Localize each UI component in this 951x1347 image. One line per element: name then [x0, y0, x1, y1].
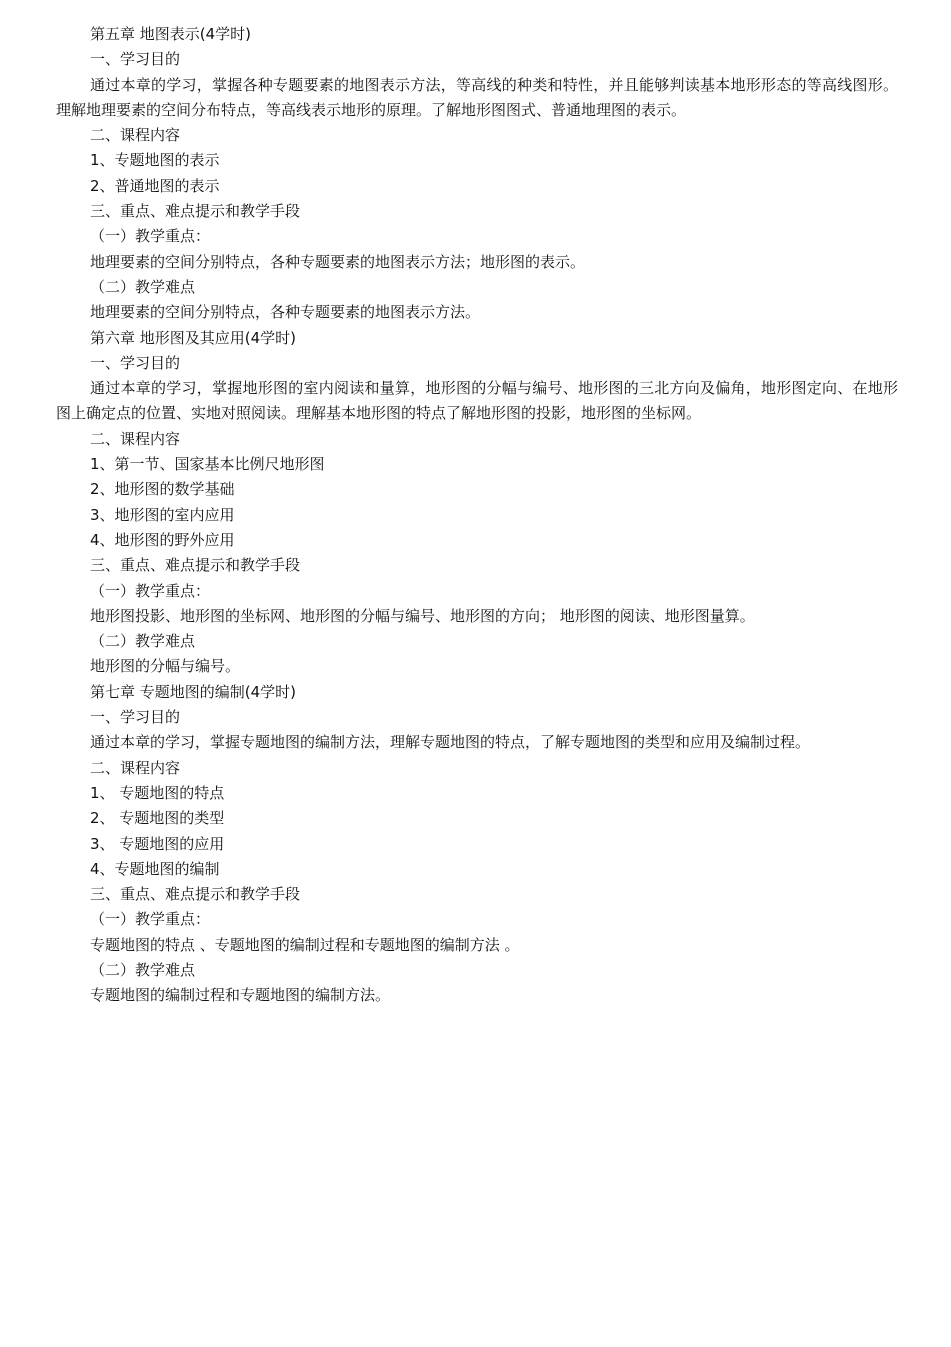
document-body	[56, 22, 898, 1009]
list-item: 4、地形图的野外应用	[90, 530, 235, 549]
subsection-heading: （一）教学重点：	[90, 227, 211, 246]
paragraph: 专题地图的特点 、专题地图的编制过程和专题地图的编制方法 。	[90, 935, 520, 954]
list-item: 1、专题地图的表示	[90, 151, 220, 170]
paragraph: 通过本章的学习，掌握专题地图的编制方法，理解专题地图的特点，了解专题地图的类型和应用及编制过程。	[90, 733, 811, 752]
section-heading: 二、课程内容	[90, 429, 181, 448]
chapter-title: 第六章 地形图及其应用(4学时)	[90, 328, 297, 347]
subsection-heading: （一）教学重点：	[90, 910, 211, 929]
subsection-heading: （二）教学难点	[90, 632, 196, 651]
paragraph: 地形图投影、地形图的坐标网、地形图的分幅与编号、地形图的方向； 地形图的阅读、地形图量算。	[90, 606, 755, 625]
section-heading: 一、学习目的	[90, 708, 181, 727]
list-item: 3、地形图的室内应用	[90, 505, 235, 524]
section-heading: 三、重点、难点提示和教学手段	[90, 556, 301, 575]
section-heading: 三、重点、难点提示和教学手段	[90, 202, 301, 221]
section-heading: 二、课程内容	[90, 126, 181, 145]
section-heading: 一、学习目的	[90, 353, 181, 372]
list-item: 2、普通地图的表示	[90, 176, 220, 195]
paragraph: 通过本章的学习，掌握各种专题要素的地图表示方法，等高线的种类和特性，并且能够判读基本地形形态的等高线图形。理解地理要素的空间分布特点，等高线表示地形的原理。了解地形图图式、普通地理图的表示。	[56, 75, 898, 119]
list-item: 2、地形图的数学基础	[90, 480, 235, 499]
paragraph: 地形图的分幅与编号。	[90, 657, 241, 676]
list-item: 3、 专题地图的应用	[90, 834, 225, 853]
subsection-heading: （二）教学难点	[90, 277, 196, 296]
section-heading: 三、重点、难点提示和教学手段	[90, 885, 301, 904]
subsection-heading: （二）教学难点	[90, 960, 196, 979]
subsection-heading: （一）教学重点：	[90, 581, 211, 600]
paragraph: 地理要素的空间分别特点，各种专题要素的地图表示方法。	[90, 303, 481, 322]
list-item: 4、专题地图的编制	[90, 859, 220, 878]
list-item: 1、第一节、国家基本比例尺地形图	[90, 455, 325, 474]
section-heading: 二、课程内容	[90, 758, 181, 777]
chapter-title: 第七章 专题地图的编制(4学时)	[90, 682, 297, 701]
paragraph: 地理要素的空间分别特点，各种专题要素的地图表示方法；地形图的表示。	[90, 252, 586, 271]
list-item: 2、 专题地图的类型	[90, 809, 225, 828]
paragraph: 专题地图的编制过程和专题地图的编制方法。	[90, 986, 391, 1005]
list-item: 1、 专题地图的特点	[90, 783, 225, 802]
paragraph: 通过本章的学习，掌握地形图的室内阅读和量算，地形图的分幅与编号、地形图的三北方向及偏角，地形图定向、在地形图上确定点的位置、实地对照阅读。理解基本地形图的特点了解地形图的投影，地形图的坐标网。	[56, 379, 898, 423]
section-heading: 一、学习目的	[90, 50, 181, 69]
chapter-title: 第五章 地图表示(4学时)	[90, 25, 252, 43]
